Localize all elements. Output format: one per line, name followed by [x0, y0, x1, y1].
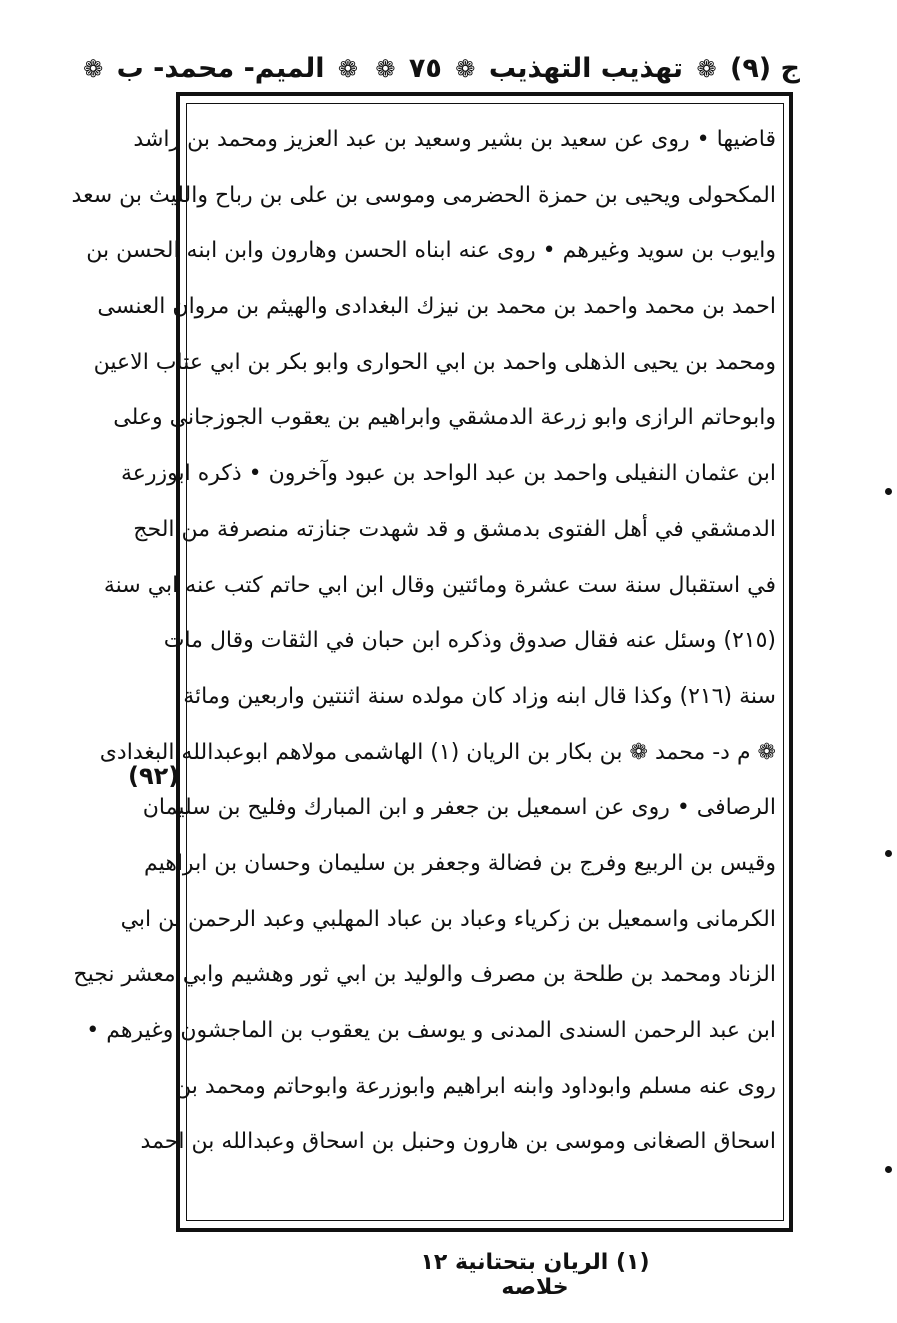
text-line: وقيس بن الربيع وفرج بن فضالة وجعفر بن سليمان وحسان بن ابراهيم	[143, 850, 776, 876]
page-number: ٧٥	[408, 53, 442, 84]
text-line: وايوب بن سويد وغيرهم • روى عنه ابناه الحسن وهارون وابن ابنه الحسن بن	[86, 238, 776, 264]
text-line: ابن عبد الرحمن السندى المدنى و يوسف بن يعقوب بن الماجشون وغيرهم •	[86, 1018, 776, 1043]
text-line: الكرمانى واسمعيل بن زكرياء وعباد بن عباد المهلبي وعبد الرحمن بن ابي	[120, 906, 776, 932]
ornament-icon: ❁	[375, 55, 396, 83]
text-line: المكحولى ويحيى بن حمزة الحضرمى وموسى بن على بن رباح والليث بن سعد	[71, 182, 776, 208]
text-line: وابوحاتم الرازى وابو زرعة الدمشقي وابراهيم بن يعقوب الجوزجانى وعلى	[113, 405, 776, 431]
text-line: احمد بن محمد واحمد بن محمد بن نيزك البغدادى والهيثم بن مروان العنسى	[97, 294, 776, 320]
text-line: الرصافى • روى عن اسمعيل بن جعفر و ابن المبارك وفليح بن سليمان	[142, 795, 776, 821]
text-line: الدمشقي في أهل الفتوى بدمشق و قد شهدت جنازته منصرفة من الحج	[133, 516, 776, 542]
text-line: ابن عثمان النفيلى واحمد بن عبد الواحد بن عبود وآخرون • ذكره ابوزرعة	[120, 461, 776, 487]
ornament-icon: ❁	[696, 55, 717, 83]
text-line: سنة (٢١٦) وكذا قال ابنه وزاد كان مولده سنة اثنتين واربعين ومائة	[183, 683, 776, 709]
text-line: (٢١٥) وسئل عنه فقال صدوق وذكره ابن حبان في الثقات وقال مات	[163, 628, 776, 654]
book-title: تهذيب التهذيب	[488, 53, 684, 84]
text-line: في استقبال سنة ست عشرة ومائتين وقال ابن ابي حاتم كتب عنه ابي سنة	[103, 572, 776, 598]
text-line: ومحمد بن يحيى الذهلى واحمد بن ابي الحوارى وابو بكر بن ابي عتاب الاعين	[93, 349, 776, 375]
text-line: الزناد ومحمد بن طلحة بن مصرف والوليد بن ابي ثور وهشيم وابي معشر نجيح	[73, 962, 776, 988]
margin-dot	[885, 850, 892, 857]
entry-heading-line: ❁ م د- محمد ❁ بن بكار بن الريان (١) الهاشمى مولاهم ابوعبدالله البغدادى	[99, 739, 776, 765]
margin-dot	[885, 1166, 892, 1173]
footnote: (١) الريان بتحتانية ١٢ خلاصه	[420, 1250, 650, 1300]
ornament-icon: ❁	[455, 55, 476, 83]
volume-label: ج (٩)	[729, 53, 800, 84]
ornament-icon: ❁	[337, 55, 358, 83]
text-line: قاضيها • روى عن سعيد بن بشير وسعيد بن عبد العزيز ومحمد بن راشد	[133, 127, 776, 152]
text-line: روى عنه مسلم وابوداود وابنه ابراهيم وابوزرعة وابوحاتم ومحمد بن	[175, 1073, 776, 1099]
ornament-icon: ❁	[83, 55, 104, 83]
section-label: الميم- محمد- ب	[116, 53, 325, 84]
margin-dot	[885, 488, 892, 495]
margin-entry-number: (٩٢)	[128, 762, 180, 790]
running-header	[83, 44, 800, 94]
text-line: اسحاق الصغانى وموسى بن هارون وحنبل بن اسحاق وعبدالله بن احمد	[140, 1129, 776, 1155]
